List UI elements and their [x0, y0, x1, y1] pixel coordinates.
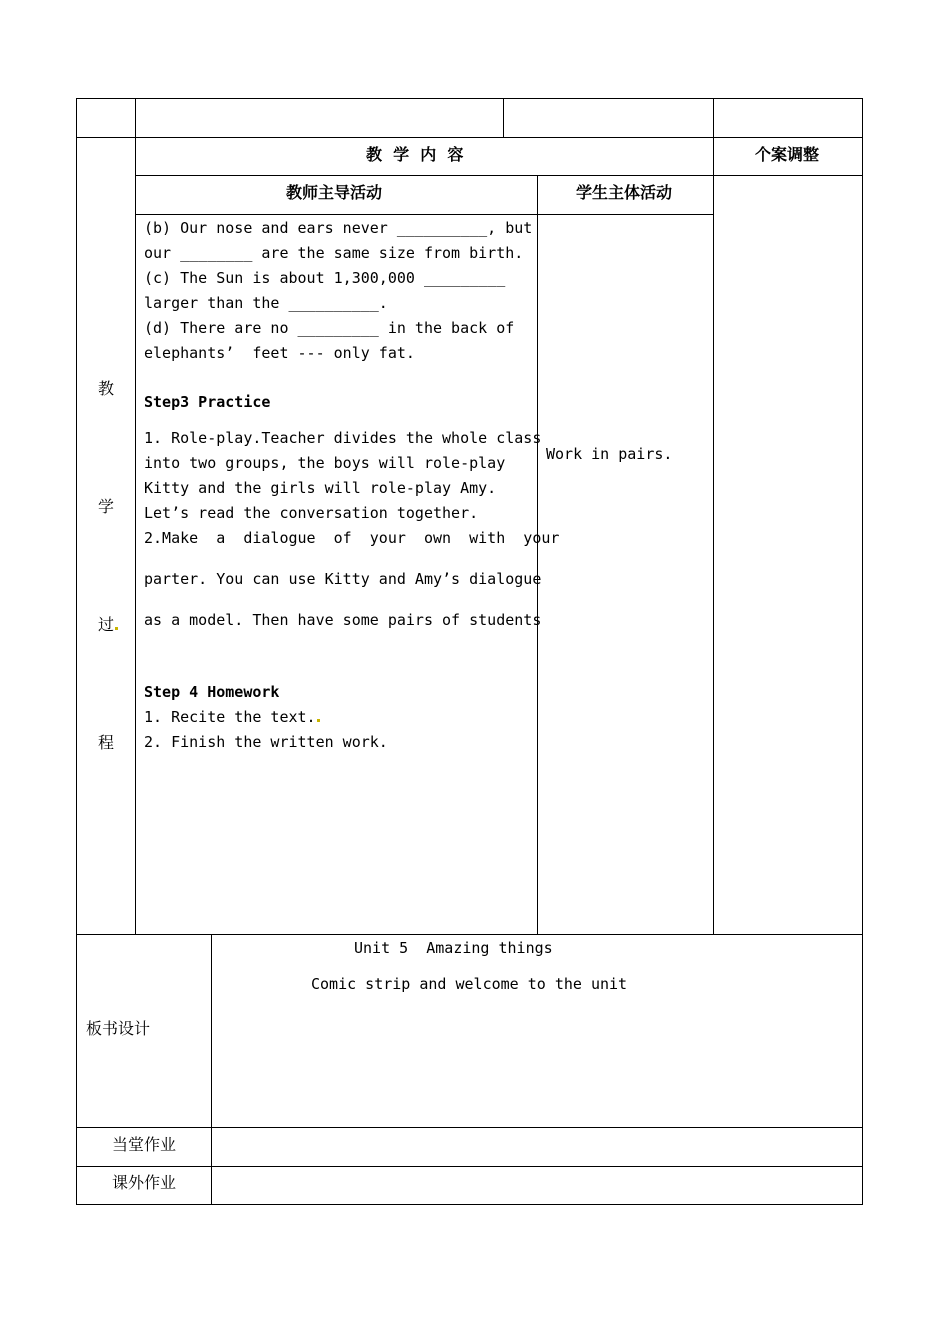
exercise-line-c1: (c) The Sun is about 1,300,000 _________ [144, 269, 506, 287]
board-line-1: Unit 5 Amazing things [354, 939, 553, 957]
col-divider-board [211, 934, 212, 1205]
student-activity-text: Work in pairs. [546, 445, 673, 463]
exercise-line-d2: elephants’ feet --- only fat. [144, 344, 415, 362]
row-divider-4 [76, 934, 863, 935]
col-divider-student [537, 175, 538, 935]
row-divider-1 [76, 137, 863, 138]
step3-line-3: Kitty and the girls will role-play Amy. [144, 479, 497, 497]
teacher-column-header: 教师主导活动 [286, 183, 383, 202]
table-border-left [76, 98, 77, 1205]
step4-line-2: 2. Finish the written work. [144, 733, 388, 751]
board-design-label: 板书设计 [86, 1019, 151, 1038]
step3-line-1: 1. Role-play.Teacher divides the whole class [144, 429, 542, 447]
row-divider-6 [76, 1166, 863, 1167]
step3-line-4: Let’s read the conversation together. [144, 504, 479, 522]
step3-line-2: into two groups, the boys will role-play [144, 454, 506, 472]
board-line-2: Comic strip and welcome to the unit [311, 975, 628, 993]
step3-item2-line-2: parter. You can use Kitty and Amy’s dialogue [144, 570, 542, 588]
row-divider-3 [135, 214, 713, 215]
adjust-title: 个案调整 [755, 145, 820, 164]
exercise-line-c2: larger than the __________. [144, 294, 388, 312]
exercise-line-b1: (b) Our nose and ears never __________, but [144, 219, 533, 237]
exercise-line-b2: our ________ are the same size from birth. [144, 244, 524, 262]
classwork-label: 当堂作业 [112, 1135, 177, 1154]
col-divider-adjust [713, 98, 714, 935]
row-divider-5 [76, 1127, 863, 1128]
exercise-line-d1: (d) There are no _________ in the back of [144, 319, 515, 337]
student-column-header: 学生主体活动 [576, 183, 673, 202]
step3-item2-line-3: as a model. Then have some pairs of students [144, 611, 542, 629]
step4-title: Step 4 Homework [144, 683, 280, 701]
step3-item2-line-1: 2.Make a dialogue of your own with your [144, 529, 560, 547]
row-divider-2 [135, 175, 863, 176]
side-label-char-1: 教 [98, 379, 115, 398]
step4-line-1: 1. Recite the text. [144, 705, 320, 730]
content-title: 教 学 内 容 [366, 145, 464, 164]
side-label-char-3: 过 [98, 612, 118, 635]
homework-label: 课外作业 [112, 1173, 177, 1192]
col-divider-top-mid [503, 98, 504, 137]
step3-title: Step3 Practice [144, 393, 271, 411]
table-border-right [862, 98, 863, 1205]
table-border-top [76, 98, 863, 99]
side-label-char-4: 程 [98, 733, 115, 752]
col-divider-side [135, 98, 136, 935]
side-label-char-2: 学 [98, 497, 115, 516]
table-border-bottom [76, 1204, 863, 1205]
